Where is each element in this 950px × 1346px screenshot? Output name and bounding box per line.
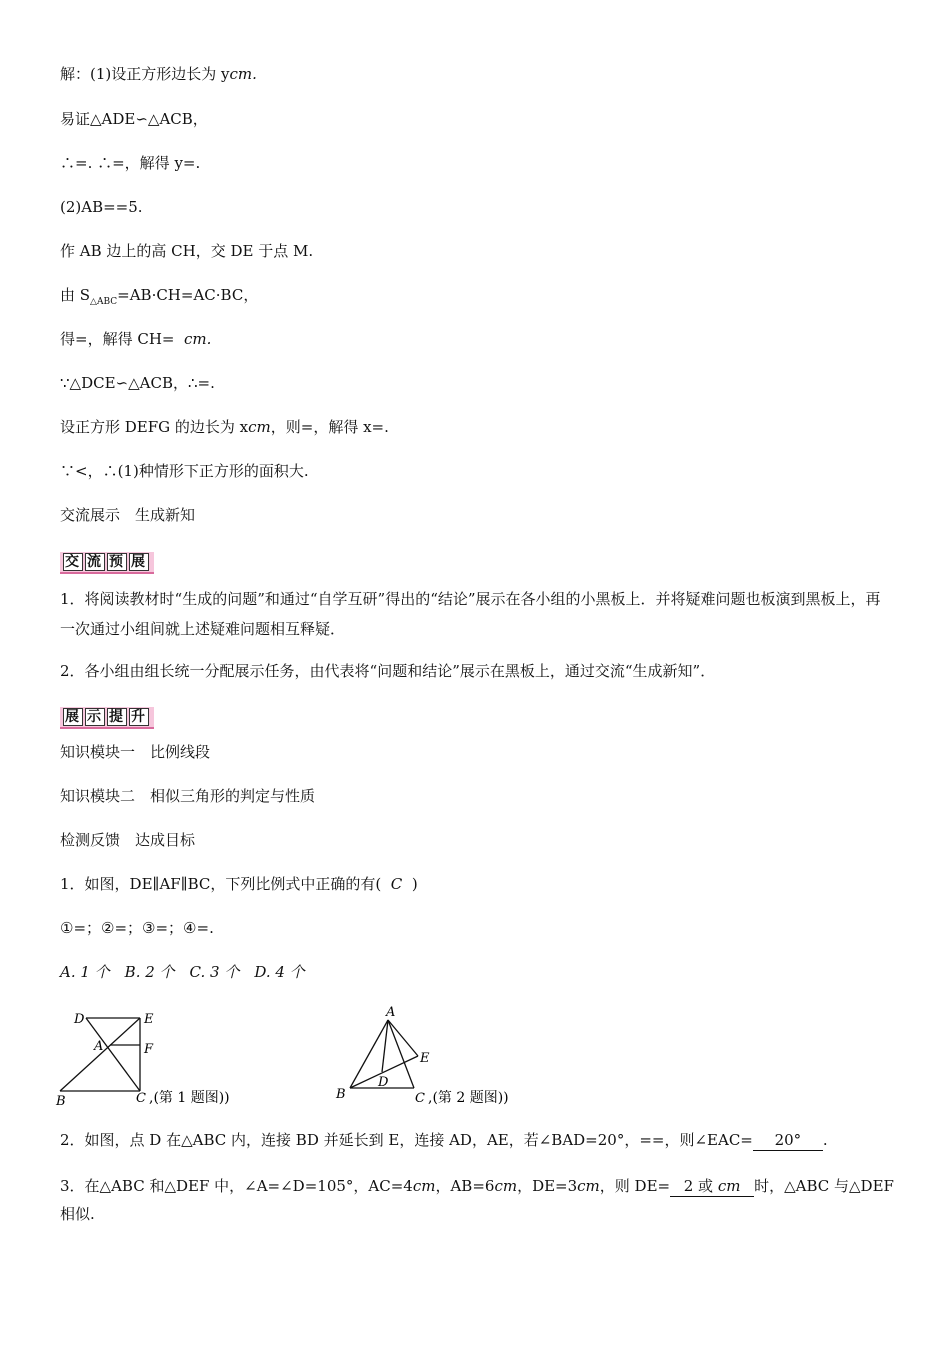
question-text: 2．如图，点 D 在△ABC 内，连接 BD 并延长到 E，连接 AD，AE，若∠BAD=20°，==，则∠EAC= <box>60 1131 753 1149</box>
unit-text: cm. <box>229 65 257 83</box>
unit-text: cm <box>248 418 271 436</box>
unit-text: cm <box>577 1177 600 1195</box>
preview-item-1: 1．将阅读教材时“生成的问题”和通过“自学互研”得出的“结论”展示在各小组的小黑板上．并将疑难问题也板演到黑板上，再一次通过小组间就上述疑难问题相互释疑． <box>60 590 881 638</box>
solution-line-1 <box>60 64 257 84</box>
fig1-label-e: E <box>144 1012 154 1027</box>
question-text: 时，△ABC 与△DEF <box>754 1177 894 1195</box>
unit-text: cm <box>717 1177 741 1195</box>
solution-line-2: 易证△ADE∽△ACB， <box>60 110 208 128</box>
fig1-label-c: C <box>136 1091 146 1106</box>
solution-line-4: (2)AB==5. <box>60 198 143 216</box>
solution-text: ，则=，解得 x=. <box>270 418 389 436</box>
fig1-label-a: A <box>94 1039 104 1054</box>
question-text: ) <box>411 875 418 893</box>
solution-line-8: ∵△DCE∽△ACB，∴=. <box>60 374 215 392</box>
fig2-caption: ,(第 2 题图)) <box>428 1090 509 1106</box>
fig1-label-b: B <box>56 1094 66 1109</box>
module-2: 知识模块二 相似三角形的判定与性质 <box>60 787 316 805</box>
solution-text: 得=，解得 CH= <box>60 330 175 348</box>
solution-line-6 <box>60 285 258 312</box>
question-1-stem <box>60 874 418 894</box>
question-text: ，则 DE= <box>599 1177 671 1195</box>
fig2-label-b: B <box>336 1087 346 1102</box>
question-text: ，DE=3 <box>517 1177 578 1195</box>
module-3: 检测反馈 达成目标 <box>60 831 196 849</box>
question-3-answer <box>670 1176 754 1197</box>
badge-char: 提 <box>109 709 125 725</box>
fig1-label-d: D <box>74 1012 85 1027</box>
area-equation: =AB·CH=AC·BC， <box>117 286 259 304</box>
fig2-label-e: E <box>420 1051 430 1066</box>
question-1-answer: C <box>390 875 403 893</box>
fig1-label-f: F <box>144 1042 154 1057</box>
area-prefix: 由 S <box>60 286 91 304</box>
figure-1 <box>52 1005 272 1110</box>
question-1-options: ①=；②=；③=；④=. <box>60 919 214 937</box>
question-3-line-2: 相似. <box>60 1205 95 1223</box>
solution-line-3: ∴=. ∴=，解得 y=. <box>60 154 201 172</box>
module-1: 知识模块一 比例线段 <box>60 743 211 761</box>
badge-char: 升 <box>131 709 147 725</box>
badge-char: 展 <box>131 554 147 570</box>
solution-line-9 <box>60 417 389 437</box>
badge-char: 示 <box>87 709 103 725</box>
answer-text: 2 或 <box>683 1177 714 1195</box>
badge-char: 流 <box>87 554 103 570</box>
fig2-label-a: A <box>386 1005 396 1020</box>
question-2 <box>60 1130 828 1151</box>
solution-text: 设正方形 DEFG 的边长为 x <box>60 418 249 436</box>
solution-line-7 <box>60 329 211 349</box>
badge-show-improve <box>60 707 154 729</box>
question-2-answer: 20° <box>753 1130 823 1151</box>
unit-text: cm <box>494 1177 518 1195</box>
area-subscript: △ABC <box>90 297 118 307</box>
question-3-line-1 <box>60 1176 894 1197</box>
unit-text: cm. <box>184 330 212 348</box>
solution-line-5: 作 AB 边上的高 CH，交 DE 于点 M. <box>60 242 314 260</box>
question-text: ，AB=6 <box>435 1177 495 1195</box>
badge-char: 预 <box>109 554 125 570</box>
question-text: . <box>822 1131 828 1149</box>
badge-char: 展 <box>65 709 81 725</box>
badge-exchange-preview <box>60 552 154 574</box>
unit-text: cm <box>412 1177 436 1195</box>
preview-item-2: 2．各小组由组长统一分配展示任务，由代表将“问题和结论”展示在黑板上，通过交流“生成新知”． <box>60 662 716 680</box>
question-text: 3．在△ABC 和△DEF 中，∠A=∠D=105°，AC=4 <box>60 1177 413 1195</box>
question-1-choices: A. 1 个 B. 2 个 C. 3 个 D. 4 个 <box>60 963 305 981</box>
section-heading-exchange: 交流展示 生成新知 <box>60 506 196 524</box>
badge-char: 交 <box>65 554 81 570</box>
solution-text: 解：(1)设正方形边长为 y <box>60 65 230 83</box>
figure-2 <box>332 1000 552 1110</box>
fig2-label-d: D <box>378 1075 389 1090</box>
fig2-label-c: C <box>415 1091 425 1106</box>
solution-line-10: ∵<，∴(1)种情形下正方形的面积大. <box>60 462 309 480</box>
question-text: 1．如图，DE∥AF∥BC，下列比例式中正确的有( <box>60 875 382 893</box>
fig1-caption: ,(第 1 题图)) <box>149 1090 230 1106</box>
